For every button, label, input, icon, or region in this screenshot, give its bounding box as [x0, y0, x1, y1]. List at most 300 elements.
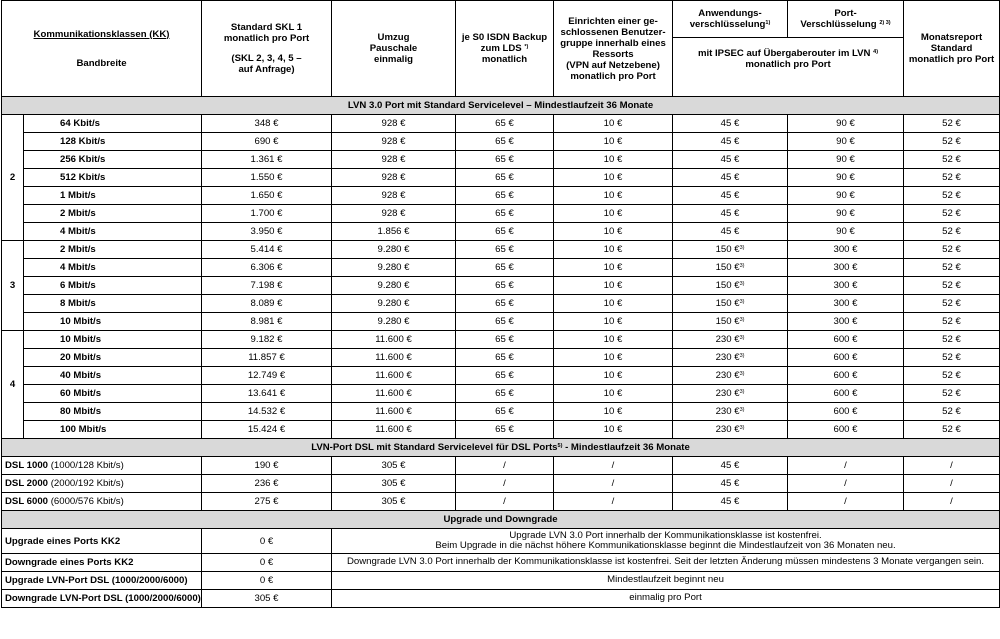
table-row	[2, 223, 1000, 241]
port-encryption-cell: 600 €	[788, 331, 904, 349]
table-row	[2, 493, 1000, 511]
app-encryption-cell	[673, 313, 788, 331]
header-anw-l1: Anwendungs-	[698, 8, 762, 19]
app-encryption-cell	[673, 187, 788, 205]
report-cell: /	[904, 493, 1000, 511]
header-report	[904, 1, 1000, 97]
umzug-price-cell: 11.600 €	[332, 385, 456, 403]
app-encryption-cell	[673, 277, 788, 295]
app-encryption-cell	[673, 295, 788, 313]
app-encryption-value: 230 €	[715, 370, 740, 381]
s0-backup-cell: 65 €	[456, 133, 554, 151]
updown-note-line-1: einmalig pro Port	[629, 592, 702, 604]
header-standard-l2: monatlich pro Port	[223, 33, 310, 44]
port-encryption-cell: 300 €	[788, 277, 904, 295]
vpn-cell: 10 €	[554, 349, 673, 367]
report-cell: 52 €	[904, 385, 1000, 403]
vpn-cell: 10 €	[554, 133, 673, 151]
table-row	[2, 277, 1000, 295]
standard-price-cell: 348 €	[202, 115, 332, 133]
port-encryption-cell: 300 €	[788, 295, 904, 313]
vpn-cell: 10 €	[554, 205, 673, 223]
bandwidth-cell: 4 Mbit/s	[24, 223, 202, 241]
app-encryption-footnote: 3)	[739, 425, 745, 431]
report-cell: 52 €	[904, 205, 1000, 223]
standard-price-cell: 190 €	[202, 457, 332, 475]
section-lvn30	[2, 97, 1000, 115]
bandwidth-cell: 10 Mbit/s	[24, 313, 202, 331]
standard-price-cell: 8.981 €	[202, 313, 332, 331]
updown-price-cell: 0 €	[202, 529, 332, 554]
standard-price-cell: 1.550 €	[202, 169, 332, 187]
s0-backup-cell: 65 €	[456, 331, 554, 349]
section-lvn30-title: LVN 3.0 Port mit Standard Servicelevel – Mindestlaufzeit 36 Monate	[2, 97, 1000, 115]
header-anwendung	[673, 1, 788, 38]
header-ipsec-l1: mit IPSEC auf Übergaberouter im LVN	[697, 48, 871, 59]
header-umzug	[332, 1, 456, 97]
dsl-label-cell	[2, 475, 202, 493]
header-vpn-l4: Ressorts	[592, 48, 634, 60]
port-encryption-cell: 90 €	[788, 187, 904, 205]
standard-price-cell: 11.857 €	[202, 349, 332, 367]
section-dsl	[2, 439, 1000, 457]
port-encryption-cell: 90 €	[788, 223, 904, 241]
s0-backup-cell: 65 €	[456, 169, 554, 187]
app-encryption-cell	[673, 385, 788, 403]
bandwidth-cell: 20 Mbit/s	[24, 349, 202, 367]
s0-backup-cell: 65 €	[456, 403, 554, 421]
section-updown	[2, 511, 1000, 529]
header-ipsec-sup: 4)	[873, 49, 879, 55]
table-row	[2, 313, 1000, 331]
umzug-price-cell: 928 €	[332, 133, 456, 151]
dsl-label-cell	[2, 493, 202, 511]
table-row	[2, 421, 1000, 439]
updown-label: Upgrade eines Ports KK2	[5, 535, 121, 547]
app-encryption-cell: 45 €	[673, 457, 788, 475]
updown-note-line-1: Upgrade LVN 3.0 Port innerhalb der Kommunikationsklasse ist kostenfrei.	[509, 529, 822, 541]
bandwidth-cell: 8 Mbit/s	[24, 295, 202, 313]
header-vpn-l5: (VPN auf Netzebene)	[566, 59, 660, 71]
report-cell: 52 €	[904, 241, 1000, 259]
app-encryption-cell	[673, 259, 788, 277]
port-encryption-cell: 600 €	[788, 421, 904, 439]
header-standard-l1: Standard SKL 1	[230, 22, 303, 33]
vpn-cell: /	[554, 457, 673, 475]
bandwidth-cell: 2 Mbit/s	[24, 241, 202, 259]
port-encryption-cell: /	[788, 493, 904, 511]
bandwidth-cell: 1 Mbit/s	[24, 187, 202, 205]
report-cell: 52 €	[904, 313, 1000, 331]
s0-backup-cell: /	[456, 475, 554, 493]
report-cell: 52 €	[904, 259, 1000, 277]
report-cell: 52 €	[904, 187, 1000, 205]
table-row	[2, 331, 1000, 349]
table-row	[2, 385, 1000, 403]
updown-label-cell	[2, 590, 202, 608]
standard-price-cell: 690 €	[202, 133, 332, 151]
updown-note-cell	[332, 590, 1000, 608]
report-cell: 52 €	[904, 367, 1000, 385]
kk-group-label: 4	[2, 331, 24, 439]
app-encryption-value: 150 €	[715, 280, 740, 291]
port-encryption-cell: 600 €	[788, 385, 904, 403]
umzug-price-cell: 1.856 €	[332, 223, 456, 241]
s0-backup-cell: 65 €	[456, 205, 554, 223]
vpn-cell: 10 €	[554, 115, 673, 133]
header-report-l1: Monatsreport	[920, 32, 983, 43]
header-s0-sup: *)	[524, 44, 529, 50]
header-anw-l2: verschlüsselung	[689, 19, 766, 30]
s0-backup-cell: /	[456, 457, 554, 475]
kk-group-label: 3	[2, 241, 24, 331]
umzug-price-cell: 928 €	[332, 151, 456, 169]
app-encryption-cell: 45 €	[673, 493, 788, 511]
dsl-name: DSL 2000	[5, 478, 49, 489]
header-port-sup: 2) 3)	[879, 20, 891, 26]
app-encryption-value: 45 €	[720, 208, 740, 219]
section-updown-title: Upgrade und Downgrade	[2, 511, 1000, 529]
app-encryption-value: 230 €	[715, 406, 740, 417]
s0-backup-cell: 65 €	[456, 187, 554, 205]
report-cell: 52 €	[904, 295, 1000, 313]
updown-note-line-2: Beim Upgrade in die nächst höhere Kommunikationsklasse beginnt die Mindestlaufzeit von 36 Monaten neu.	[435, 540, 896, 551]
standard-price-cell: 3.950 €	[202, 223, 332, 241]
updown-label-cell	[2, 554, 202, 572]
app-encryption-cell	[673, 331, 788, 349]
report-cell: /	[904, 457, 1000, 475]
port-encryption-cell: 600 €	[788, 403, 904, 421]
dsl-label-cell	[2, 457, 202, 475]
umzug-price-cell: 928 €	[332, 205, 456, 223]
standard-price-cell: 5.414 €	[202, 241, 332, 259]
section-dsl-footnote: 5)	[557, 443, 563, 449]
umzug-price-cell: 11.600 €	[332, 421, 456, 439]
price-table	[1, 0, 1000, 608]
table-row	[2, 349, 1000, 367]
header-standard-l4: auf Anfrage)	[238, 64, 295, 75]
vpn-cell: 10 €	[554, 367, 673, 385]
port-encryption-cell: 90 €	[788, 115, 904, 133]
table-row	[2, 457, 1000, 475]
app-encryption-cell	[673, 151, 788, 169]
port-encryption-cell: 90 €	[788, 151, 904, 169]
standard-price-cell: 236 €	[202, 475, 332, 493]
updown-note-cell	[332, 529, 1000, 554]
app-encryption-value: 45 €	[720, 118, 740, 129]
umzug-price-cell: 11.600 €	[332, 367, 456, 385]
standard-price-cell: 6.306 €	[202, 259, 332, 277]
standard-price-cell: 1.650 €	[202, 187, 332, 205]
header-kk	[2, 1, 202, 97]
app-encryption-footnote: 3)	[739, 263, 745, 269]
s0-backup-cell: 65 €	[456, 151, 554, 169]
table-row	[2, 475, 1000, 493]
standard-price-cell: 9.182 €	[202, 331, 332, 349]
header-ipsec	[673, 38, 904, 97]
app-encryption-footnote: 3)	[739, 281, 745, 287]
vpn-cell: 10 €	[554, 277, 673, 295]
vpn-cell: 10 €	[554, 331, 673, 349]
updown-note-cell	[332, 572, 1000, 590]
s0-backup-cell: 65 €	[456, 349, 554, 367]
header-report-l2: Standard	[930, 43, 973, 54]
app-encryption-footnote: 3)	[739, 317, 745, 323]
updown-note-cell	[332, 554, 1000, 572]
port-encryption-cell: /	[788, 457, 904, 475]
table-row	[2, 367, 1000, 385]
app-encryption-cell	[673, 133, 788, 151]
updown-label-cell	[2, 529, 202, 554]
port-encryption-cell: 90 €	[788, 169, 904, 187]
vpn-cell: /	[554, 493, 673, 511]
report-cell: /	[904, 475, 1000, 493]
app-encryption-footnote: 3)	[739, 335, 745, 341]
bandwidth-cell: 60 Mbit/s	[24, 385, 202, 403]
app-encryption-value: 230 €	[715, 388, 740, 399]
vpn-cell: 10 €	[554, 313, 673, 331]
app-encryption-value: 230 €	[715, 424, 740, 435]
app-encryption-value: 45 €	[720, 190, 740, 201]
header-port-l2: Verschlüsselung	[800, 19, 877, 30]
dsl-detail: (6000/576 Kbit/s)	[48, 496, 124, 507]
table-row	[2, 115, 1000, 133]
vpn-cell: 10 €	[554, 295, 673, 313]
updown-price-cell: 0 €	[202, 572, 332, 590]
dsl-detail: (2000/192 Kbit/s)	[48, 478, 124, 489]
app-encryption-value: 150 €	[715, 244, 740, 255]
port-encryption-cell: 300 €	[788, 241, 904, 259]
standard-price-cell: 15.424 €	[202, 421, 332, 439]
port-encryption-cell: /	[788, 475, 904, 493]
report-cell: 52 €	[904, 349, 1000, 367]
table-row	[2, 529, 1000, 554]
header-s0-l2: zum LDS	[480, 43, 522, 54]
header-vpn-l3: gruppe innerhalb eines	[560, 37, 666, 49]
port-encryption-cell: 600 €	[788, 367, 904, 385]
standard-price-cell: 275 €	[202, 493, 332, 511]
section-dsl-text: LVN-Port DSL mit Standard Servicelevel für DSL Ports	[311, 442, 558, 453]
app-encryption-cell	[673, 223, 788, 241]
header-s0-l1: je S0 ISDN Backup	[461, 32, 548, 43]
header-port-verschl	[788, 1, 904, 38]
app-encryption-footnote: 3)	[739, 371, 745, 377]
umzug-price-cell: 9.280 €	[332, 241, 456, 259]
app-encryption-value: 150 €	[715, 262, 740, 273]
app-encryption-footnote: 3)	[739, 353, 745, 359]
app-encryption-cell	[673, 349, 788, 367]
report-cell: 52 €	[904, 277, 1000, 295]
header-report-l3: monatlich pro Port	[908, 54, 995, 65]
header-ipsec-l2: monatlich pro Port	[745, 59, 831, 70]
app-encryption-footnote: 3)	[739, 389, 745, 395]
standard-price-cell: 1.361 €	[202, 151, 332, 169]
umzug-price-cell: 305 €	[332, 475, 456, 493]
standard-price-cell: 14.532 €	[202, 403, 332, 421]
vpn-cell: /	[554, 475, 673, 493]
vpn-cell: 10 €	[554, 187, 673, 205]
app-encryption-value: 45 €	[720, 226, 740, 237]
app-encryption-value: 45 €	[720, 154, 740, 165]
bandwidth-cell: 6 Mbit/s	[24, 277, 202, 295]
umzug-price-cell: 9.280 €	[332, 277, 456, 295]
header-umzug-l1: Umzug	[377, 32, 410, 43]
header-vpn-l2: schlossenen Benutzer-	[560, 26, 666, 38]
s0-backup-cell: /	[456, 493, 554, 511]
s0-backup-cell: 65 €	[456, 295, 554, 313]
bandwidth-cell: 2 Mbit/s	[24, 205, 202, 223]
standard-price-cell: 7.198 €	[202, 277, 332, 295]
updown-price-cell: 305 €	[202, 590, 332, 608]
port-encryption-cell: 600 €	[788, 349, 904, 367]
kk-group-label: 2	[2, 115, 24, 241]
table-row	[2, 590, 1000, 608]
updown-note-line-1: Downgrade LVN 3.0 Port innerhalb der Kommunikationsklasse ist kostenfrei. Seit der letzten Änderung müssen mindestens 3 Monate vergangen sein.	[346, 556, 985, 568]
s0-backup-cell: 65 €	[456, 259, 554, 277]
app-encryption-value: 150 €	[715, 316, 740, 327]
report-cell: 52 €	[904, 223, 1000, 241]
app-encryption-cell	[673, 169, 788, 187]
app-encryption-cell	[673, 421, 788, 439]
port-encryption-cell: 300 €	[788, 313, 904, 331]
port-encryption-cell: 90 €	[788, 205, 904, 223]
app-encryption-cell	[673, 241, 788, 259]
table-row	[2, 205, 1000, 223]
app-encryption-cell	[673, 205, 788, 223]
report-cell: 52 €	[904, 169, 1000, 187]
umzug-price-cell: 928 €	[332, 115, 456, 133]
updown-note-line-1: Mindestlaufzeit beginnt neu	[607, 574, 724, 586]
app-encryption-value: 150 €	[715, 298, 740, 309]
port-encryption-cell: 90 €	[788, 133, 904, 151]
app-encryption-cell	[673, 403, 788, 421]
header-anw-sup: 1)	[765, 20, 771, 26]
umzug-price-cell: 305 €	[332, 493, 456, 511]
umzug-price-cell: 928 €	[332, 169, 456, 187]
app-encryption-value: 45 €	[720, 136, 740, 147]
app-encryption-cell	[673, 115, 788, 133]
vpn-cell: 10 €	[554, 421, 673, 439]
app-encryption-cell	[673, 367, 788, 385]
updown-label: Downgrade LVN-Port DSL (1000/2000/6000)	[5, 593, 201, 604]
umzug-price-cell: 11.600 €	[332, 331, 456, 349]
app-encryption-value: 45 €	[720, 172, 740, 183]
vpn-cell: 10 €	[554, 241, 673, 259]
header-s0-l3: monatlich	[481, 54, 528, 65]
header-umzug-l3: einmalig	[374, 54, 413, 65]
table-row	[2, 259, 1000, 277]
umzug-price-cell: 9.280 €	[332, 313, 456, 331]
table-row	[2, 187, 1000, 205]
app-encryption-value: 230 €	[715, 334, 740, 345]
bandwidth-cell: 40 Mbit/s	[24, 367, 202, 385]
vpn-cell: 10 €	[554, 403, 673, 421]
header-s0-backup	[456, 1, 554, 97]
bandwidth-cell: 256 Kbit/s	[24, 151, 202, 169]
dsl-name: DSL 1000	[5, 460, 49, 471]
header-port-l1: Port-	[834, 8, 857, 19]
s0-backup-cell: 65 €	[456, 385, 554, 403]
vpn-cell: 10 €	[554, 223, 673, 241]
s0-backup-cell: 65 €	[456, 223, 554, 241]
dsl-detail: (1000/128 Kbit/s)	[48, 460, 124, 471]
vpn-cell: 10 €	[554, 151, 673, 169]
app-encryption-cell: 45 €	[673, 475, 788, 493]
table-row	[2, 151, 1000, 169]
section-dsl-title	[2, 439, 1000, 457]
header-standard-l3: (SKL 2, 3, 4, 5 –	[231, 53, 302, 64]
standard-price-cell: 8.089 €	[202, 295, 332, 313]
table-row	[2, 554, 1000, 572]
bandwidth-cell: 10 Mbit/s	[24, 331, 202, 349]
section-dsl-tail: - Mindestlaufzeit 36 Monate	[562, 442, 690, 453]
bandwidth-cell: 512 Kbit/s	[24, 169, 202, 187]
report-cell: 52 €	[904, 421, 1000, 439]
app-encryption-value: 230 €	[715, 352, 740, 363]
bandwidth-cell: 64 Kbit/s	[24, 115, 202, 133]
table-row	[2, 169, 1000, 187]
updown-label: Downgrade eines Ports KK2	[5, 557, 134, 568]
report-cell: 52 €	[904, 403, 1000, 421]
s0-backup-cell: 65 €	[456, 241, 554, 259]
s0-backup-cell: 65 €	[456, 313, 554, 331]
updown-price-cell: 0 €	[202, 554, 332, 572]
standard-price-cell: 13.641 €	[202, 385, 332, 403]
updown-label-cell	[2, 572, 202, 590]
umzug-price-cell: 9.280 €	[332, 259, 456, 277]
vpn-cell: 10 €	[554, 385, 673, 403]
report-cell: 52 €	[904, 151, 1000, 169]
report-cell: 52 €	[904, 115, 1000, 133]
report-cell: 52 €	[904, 331, 1000, 349]
header-vpn	[554, 1, 673, 97]
app-encryption-footnote: 3)	[739, 407, 745, 413]
standard-price-cell: 1.700 €	[202, 205, 332, 223]
table-row	[2, 572, 1000, 590]
port-encryption-cell: 300 €	[788, 259, 904, 277]
bandwidth-cell: 80 Mbit/s	[24, 403, 202, 421]
header-vpn-l1: Einrichten einer ge-	[568, 15, 658, 27]
report-cell: 52 €	[904, 133, 1000, 151]
dsl-name: DSL 6000	[5, 496, 49, 507]
header-kk-title: Kommunikationsklassen (KK)	[33, 28, 170, 40]
header-standard	[202, 1, 332, 97]
bandwidth-cell: 4 Mbit/s	[24, 259, 202, 277]
table-row	[2, 403, 1000, 421]
vpn-cell: 10 €	[554, 259, 673, 277]
header-row	[2, 1, 1000, 38]
umzug-price-cell: 9.280 €	[332, 295, 456, 313]
s0-backup-cell: 65 €	[456, 277, 554, 295]
standard-price-cell: 12.749 €	[202, 367, 332, 385]
s0-backup-cell: 65 €	[456, 115, 554, 133]
header-umzug-l2: Pauschale	[369, 43, 418, 54]
umzug-price-cell: 11.600 €	[332, 349, 456, 367]
bandwidth-cell: 128 Kbit/s	[24, 133, 202, 151]
updown-label: Upgrade LVN-Port DSL (1000/2000/6000)	[5, 575, 188, 586]
umzug-price-cell: 928 €	[332, 187, 456, 205]
umzug-price-cell: 305 €	[332, 457, 456, 475]
s0-backup-cell: 65 €	[456, 421, 554, 439]
bandwidth-cell: 100 Mbit/s	[24, 421, 202, 439]
s0-backup-cell: 65 €	[456, 367, 554, 385]
app-encryption-footnote: 3)	[739, 299, 745, 305]
app-encryption-footnote: 3)	[739, 245, 745, 251]
table-row	[2, 295, 1000, 313]
header-vpn-l6: monatlich pro Port	[570, 70, 656, 82]
umzug-price-cell: 11.600 €	[332, 403, 456, 421]
table-row	[2, 133, 1000, 151]
